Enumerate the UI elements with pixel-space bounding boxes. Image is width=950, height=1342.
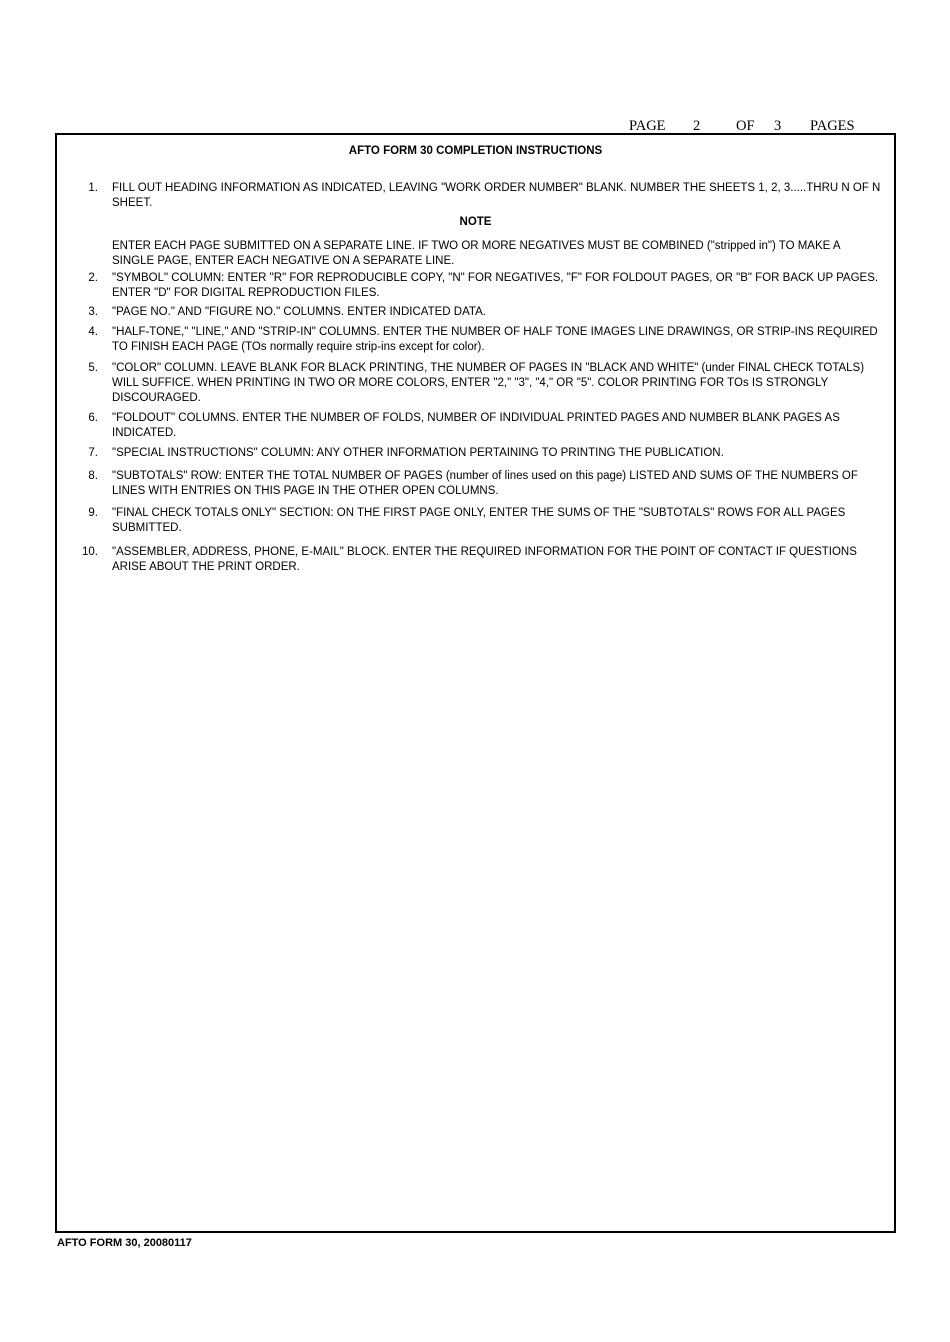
instruction-number: 9. xyxy=(88,507,98,519)
page-number: 2 xyxy=(693,118,701,134)
pages-label: PAGES xyxy=(810,118,855,134)
instruction-number: 3. xyxy=(88,306,98,318)
instruction-text: "SPECIAL INSTRUCTIONS" COLUMN: ANY OTHER INFORMATION PERTAINING TO PRINTING THE PUBLICATION. xyxy=(112,447,724,459)
instruction-number: 2. xyxy=(88,272,98,284)
form-title: AFTO FORM 30 COMPLETION INSTRUCTIONS xyxy=(348,145,603,157)
instruction-text: "SUBTOTALS" ROW: ENTER THE TOTAL NUMBER OF PAGES (number of lines used on this page) LISTED AND SUMS OF THE NUMBERS OF LINES WITH ENTRIES ON THIS PAGE IN THE OTHER OPEN COLUMNS. xyxy=(112,470,858,497)
instruction-number: 10. xyxy=(82,546,98,558)
instruction-text: "ASSEMBLER, ADDRESS, PHONE, E-MAIL" BLOCK. ENTER THE REQUIRED INFORMATION FOR THE POINT OF CONTACT IF QUESTIONS ARISE ABOUT THE PRINT ORDER. xyxy=(112,546,857,573)
instruction-text: "FINAL CHECK TOTALS ONLY" SECTION: ON THE FIRST PAGE ONLY, ENTER THE SUMS OF THE "SUBTOTALS" ROWS FOR ALL PAGES SUBMITTED. xyxy=(112,507,846,534)
of-label: OF xyxy=(736,118,755,134)
note-heading: NOTE xyxy=(459,216,492,228)
note-text: ENTER EACH PAGE SUBMITTED ON A SEPARATE LINE. IF TWO OR MORE NEGATIVES MUST BE COMBINED ("stripped in") TO MAKE A SINGLE PAGE, ENTER EACH NEGATIVE ON A SEPARATE LINE. xyxy=(112,240,840,267)
instruction-text: FILL OUT HEADING INFORMATION AS INDICATED, LEAVING "WORK ORDER NUMBER" BLANK. NUMBER THE SHEETS 1, 2, 3.....THRU N OF N SHEET. xyxy=(112,182,881,209)
instruction-text: "HALF-TONE," "LINE," AND "STRIP-IN" COLUMNS. ENTER THE NUMBER OF HALF TONE IMAGES LINE DRAWINGS, OR STRIP-INS REQUIRED TO FINISH EACH PAGE (TOs normally require strip-ins except for color). xyxy=(112,326,878,353)
form-id: AFTO FORM 30, 20080117 xyxy=(57,1237,192,1249)
instruction-number: 1. xyxy=(88,182,98,194)
total-pages: 3 xyxy=(774,118,782,134)
instruction-text: "PAGE NO." AND "FIGURE NO." COLUMNS. ENTER INDICATED DATA. xyxy=(112,306,486,318)
instruction-text: "SYMBOL" COLUMN: ENTER "R" FOR REPRODUCIBLE COPY, "N" FOR NEGATIVES, "F" FOR FOLDOUT PAGES, OR "B" FOR BACK UP PAGES. ENTER "D" FOR DIGITAL REPRODUCTION FILES. xyxy=(112,272,879,299)
instruction-text: "FOLDOUT" COLUMNS. ENTER THE NUMBER OF FOLDS, NUMBER OF INDIVIDUAL PRINTED PAGES AND NUMBER BLANK PAGES AS INDICATED. xyxy=(112,412,840,439)
instruction-text: "COLOR" COLUMN. LEAVE BLANK FOR BLACK PRINTING, THE NUMBER OF PAGES IN "BLACK AND WHITE" (under FINAL CHECK TOTALS) WILL SUFFICE. WHEN PRINTING IN TWO OR MORE COLORS, ENTER "2," "3", "4," OR "5". COLOR PRINTING FOR TOs IS STRONGLY DISCOURAGED. xyxy=(112,362,865,404)
instruction-number: 5. xyxy=(88,362,98,374)
instruction-number: 6. xyxy=(88,412,98,424)
instruction-number: 7. xyxy=(88,447,98,459)
instruction-number: 4. xyxy=(88,326,98,338)
instruction-number: 8. xyxy=(88,470,98,482)
instructions-frame xyxy=(55,133,896,1233)
page-label: PAGE xyxy=(629,118,666,134)
